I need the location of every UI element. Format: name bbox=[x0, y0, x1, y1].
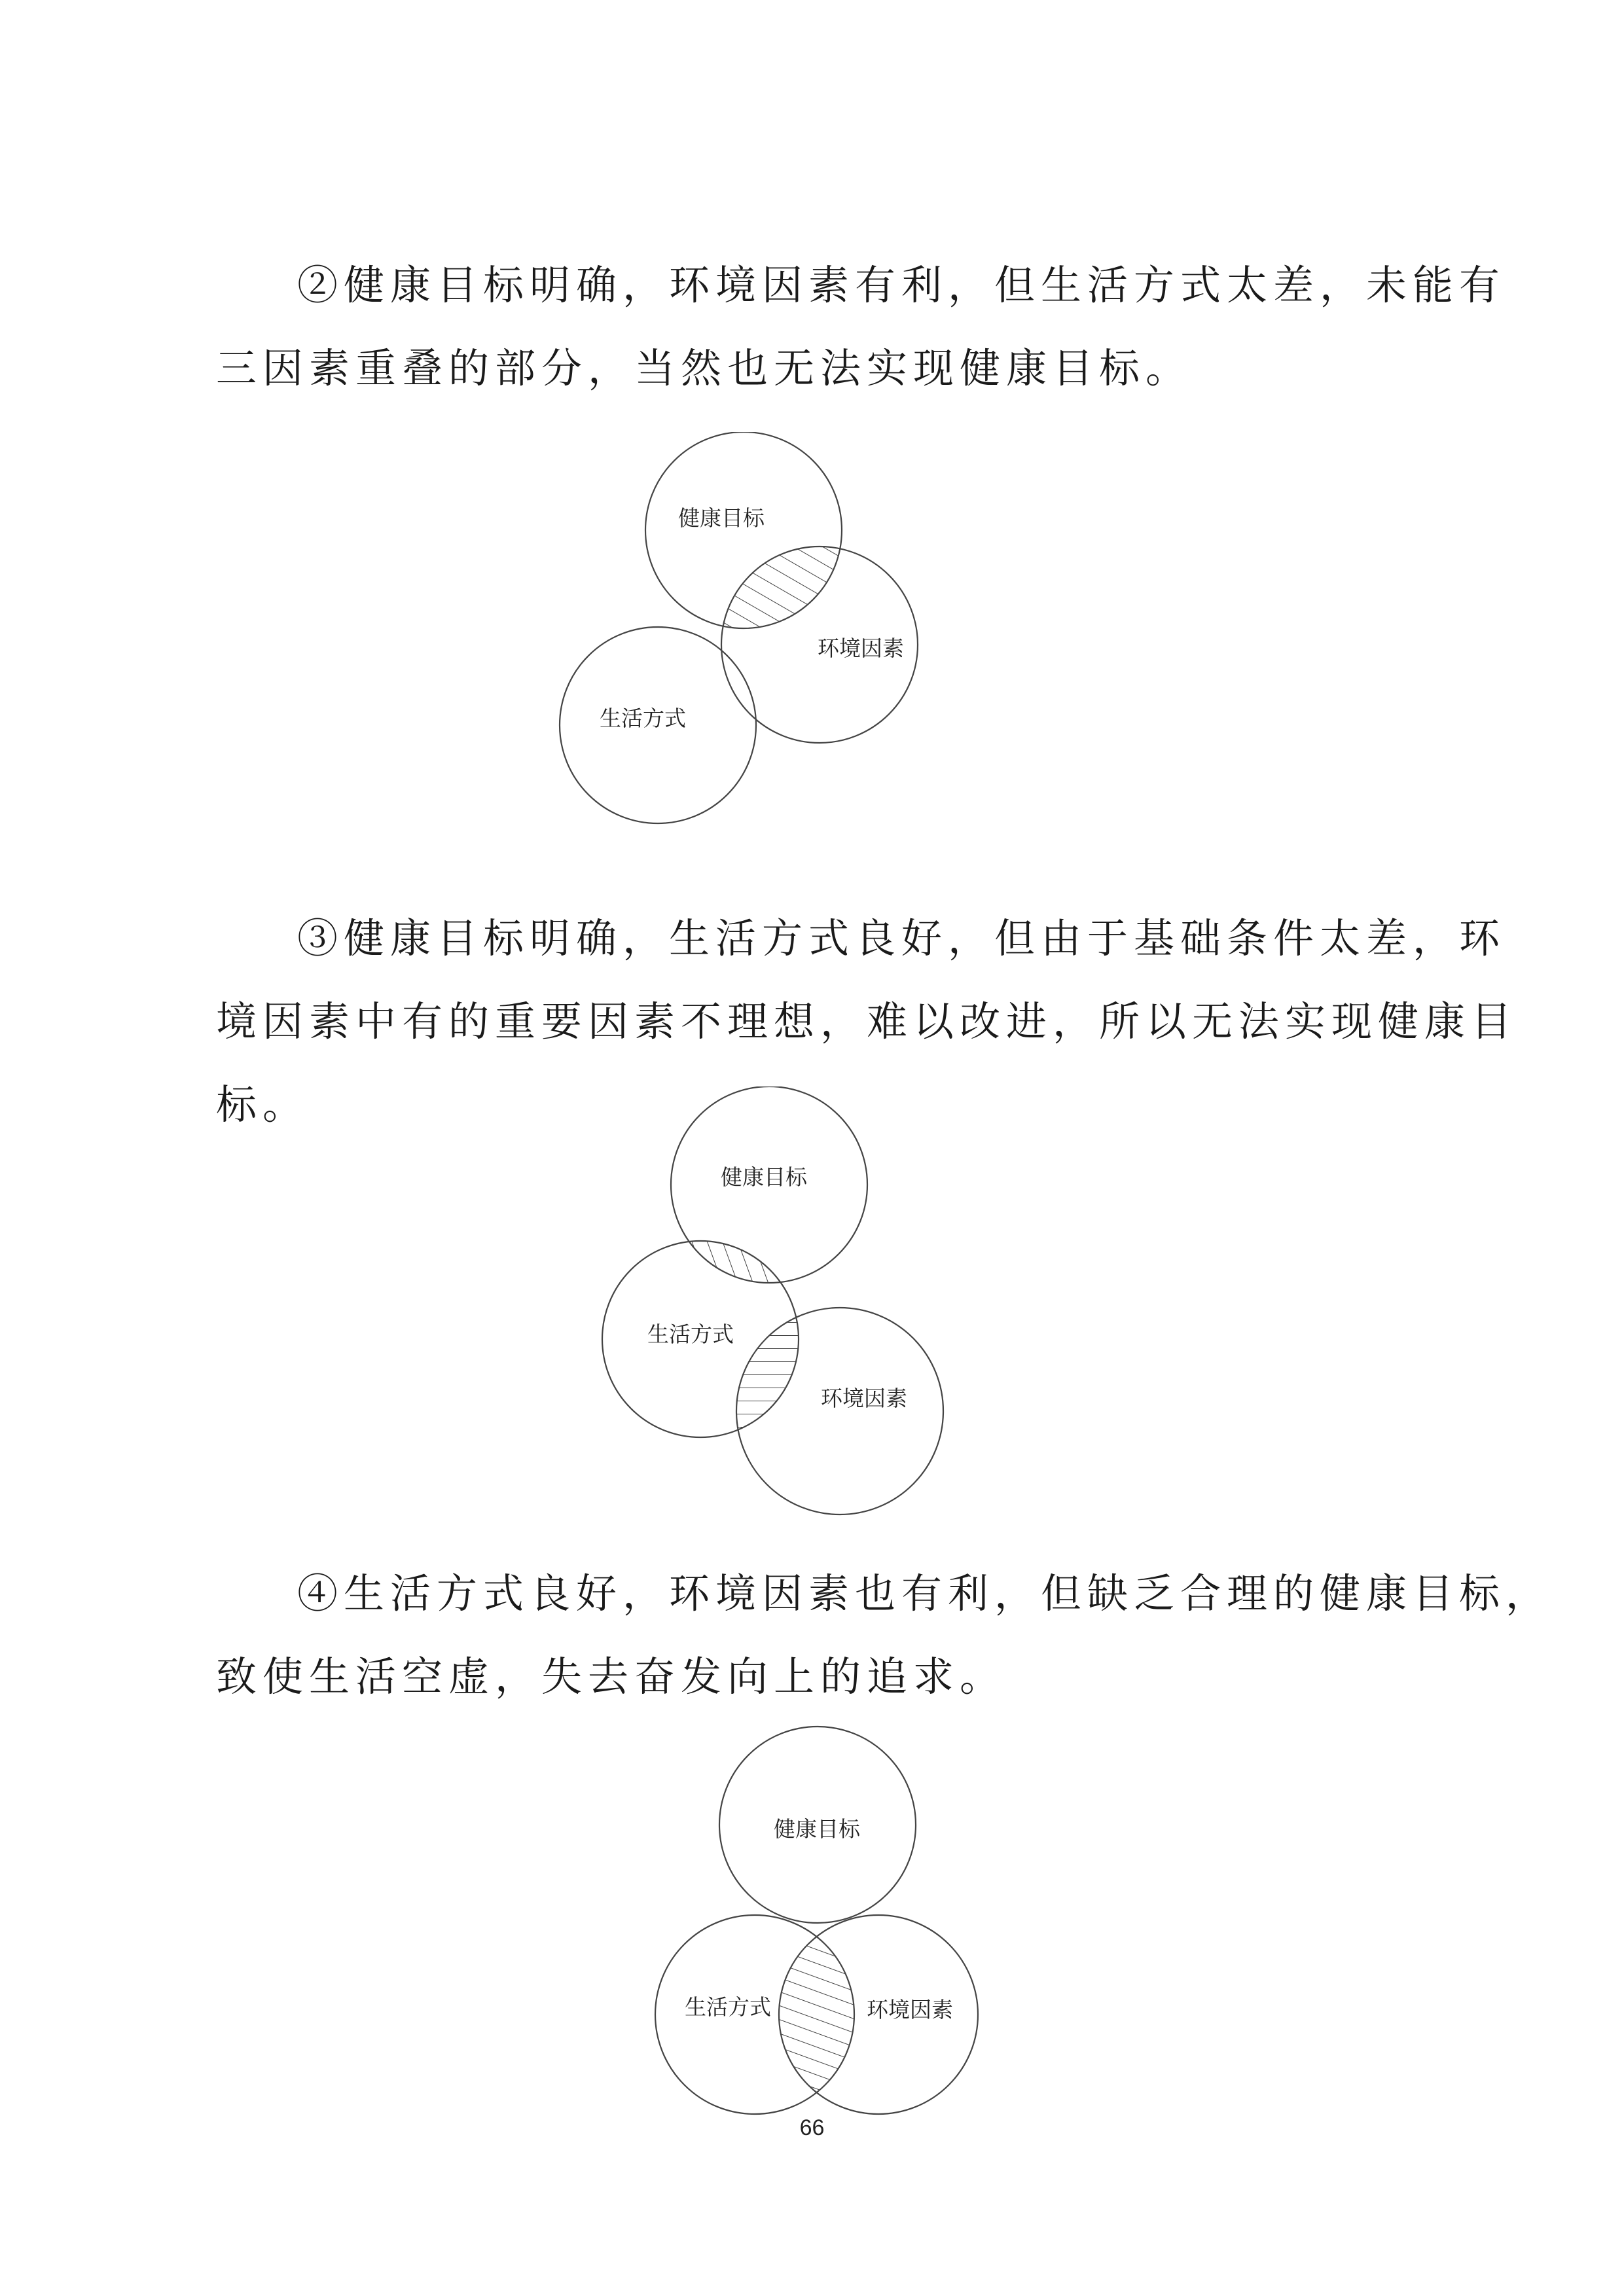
paragraph-line: 致使生活空虚，失去奋发向上的追求。 bbox=[216, 1653, 1007, 1700]
environment-label: 环境因素 bbox=[821, 1386, 907, 1411]
venn-diagram-case-4 bbox=[648, 1721, 1015, 2166]
page-number: 66 bbox=[799, 2115, 825, 2140]
venn-diagram-case-2 bbox=[537, 432, 1034, 864]
health-goal-label: 健康目标 bbox=[721, 1164, 807, 1190]
environment-label: 环境因素 bbox=[818, 636, 904, 661]
paragraph-case-4 bbox=[216, 1552, 1553, 1718]
paragraph-line: ③健康目标明确，生活方式良好，但由于基础条件太差，环 bbox=[297, 914, 1506, 962]
health-goal-label: 健康目标 bbox=[774, 1816, 860, 1842]
lifestyle-label: 生活方式 bbox=[600, 706, 686, 731]
paragraph-line: 标。 bbox=[216, 1081, 310, 1128]
lifestyle-label: 生活方式 bbox=[685, 1994, 771, 2020]
paragraph-case-2 bbox=[216, 243, 1506, 410]
venn-diagram-case-3 bbox=[589, 1086, 956, 1518]
health-goal-label: 健康目标 bbox=[678, 505, 765, 531]
paragraph-line: 境因素中有的重要因素不理想，难以改进，所以无法实现健康目 bbox=[216, 997, 1518, 1045]
paragraph-line: ④生活方式良好，环境因素也有利，但缺乏合理的健康目标， bbox=[297, 1570, 1553, 1617]
environment-label: 环境因素 bbox=[867, 1997, 953, 2022]
lifestyle-label: 生活方式 bbox=[647, 1321, 734, 1347]
paragraph-line: 三因素重叠的部分，当然也无法实现健康目标。 bbox=[216, 344, 1193, 392]
paragraph-line: ②健康目标明确，环境因素有利，但生活方式太差，未能有 bbox=[297, 261, 1506, 309]
